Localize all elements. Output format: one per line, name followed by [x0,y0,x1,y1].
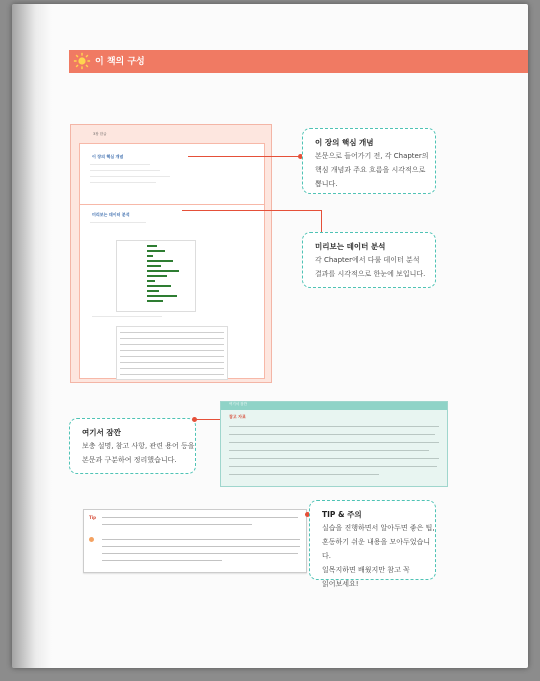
thumb-text-line [92,316,162,317]
callout-preview-analysis [302,232,436,288]
aside-sample-line [229,458,439,459]
tip-sample-line [102,560,222,561]
page-thumbnail [70,124,272,383]
callout-aside-line: 본문과 구분하여 정리했습니다. [82,456,177,464]
callout-tip-body [322,521,435,591]
callout-core-line: 본문으로 들어가기 전, 각 Chapter의 [315,152,429,160]
thumb-chart-bar [147,285,171,287]
callout-aside-line: 보충 설명, 참고 사항, 관련 용어 등을 [82,442,195,450]
thumb-chart-bar [147,290,159,292]
aside-sample-line [229,434,435,435]
thumb-heading-preview: 미리보는 데이터 분석 [92,212,130,217]
aside-sample-line [229,426,439,427]
thumb-text-line [90,222,146,223]
thumb-chart-bar [147,245,157,247]
thumb-table-row [120,332,224,333]
thumb-table-row [120,374,224,375]
tip-sample-line [102,553,298,554]
callout-core-line: 핵심 개념과 주요 흐름을 시각적으로 [315,166,426,174]
sun-icon [73,52,91,70]
aside-sample-panel [220,401,448,487]
thumb-table-row [120,356,224,357]
section-title: 이 책의 구성 [95,57,145,67]
connector-line-preview [182,210,322,211]
callout-tip-line: 일목지하면 배웠지만 참고 꼭 [322,566,410,574]
aside-sample-line [229,474,379,475]
tip-sample-box [83,509,307,573]
tip-sample-line [102,524,252,525]
thumb-chart-bar [147,270,179,272]
callout-tip-line: 실습을 진행하면서 알아두면 좋은 팁, [322,524,435,532]
thumb-chapter-label: 3장 한글 [93,132,107,136]
thumb-heading-core: 이 장의 핵심 개념 [92,154,124,159]
thumb-text-line [90,170,160,171]
thumb-table-row [120,338,224,339]
thumb-divider [80,204,264,205]
section-header [69,50,528,73]
callout-core-body [315,149,429,191]
thumb-table-row [120,344,224,345]
callout-core-title: 이 장의 핵심 개념 [315,138,374,147]
aside-sample-heading: 참고 자료 [229,414,246,419]
callout-aside-body [82,439,194,467]
callout-tip-title: TIP & 주의 [322,510,362,519]
aside-sample-line [229,466,437,467]
thumb-text-line [90,182,156,183]
aside-sample-line [229,442,439,443]
thumb-chart-bar [147,250,165,252]
tip-sample-label: Tip [89,515,96,520]
thumb-chart-bar [147,295,177,297]
callout-preview-title: 미리보는 데이터 분석 [315,242,386,251]
callout-core-concept [302,128,436,194]
thumb-chart-bar [147,300,163,302]
book-page [12,4,528,668]
aside-sample-tab-label: 여기서 잠깐 [229,402,248,406]
thumb-text-line [90,176,170,177]
thumb-chart-bar [147,275,167,277]
callout-preview-body [315,253,425,281]
tip-sample-line [102,517,298,518]
connector-line-aside [195,419,220,420]
thumb-table-row [120,368,224,369]
page-spine-shadow [12,4,52,668]
callout-tip-caution [309,500,436,588]
thumb-bar-chart [116,240,196,312]
callout-tip-line: 혼동하기 쉬운 내용을 모아두었습니다. [322,538,431,560]
thumb-table-row [120,350,224,351]
tip-sample-line [102,546,300,547]
warning-icon [89,537,94,542]
tip-sample-line [102,539,300,540]
callout-aside-title: 여기서 잠깐 [82,428,121,437]
callout-aside [69,418,196,474]
thumb-text-line [90,164,150,165]
thumb-table-row [120,362,224,363]
thumb-inner-page [79,143,265,379]
aside-sample-line [229,450,429,451]
thumb-chart-bar [147,255,153,257]
connector-line-core [188,156,300,157]
callout-preview-line: 결과를 시각적으로 한눈에 보입니다. [315,270,426,278]
thumb-chart-bar [147,280,155,282]
thumb-chart-bar [147,265,161,267]
aside-sample-tab [221,402,447,410]
thumb-data-table [116,326,228,380]
callout-preview-line: 각 Chapter에서 다룰 데이터 분석 [315,256,420,264]
callout-core-line: 뽑니다. [315,180,338,188]
callout-tip-line: 읽어보세요! [322,580,359,588]
thumb-chart-bar [147,260,173,262]
